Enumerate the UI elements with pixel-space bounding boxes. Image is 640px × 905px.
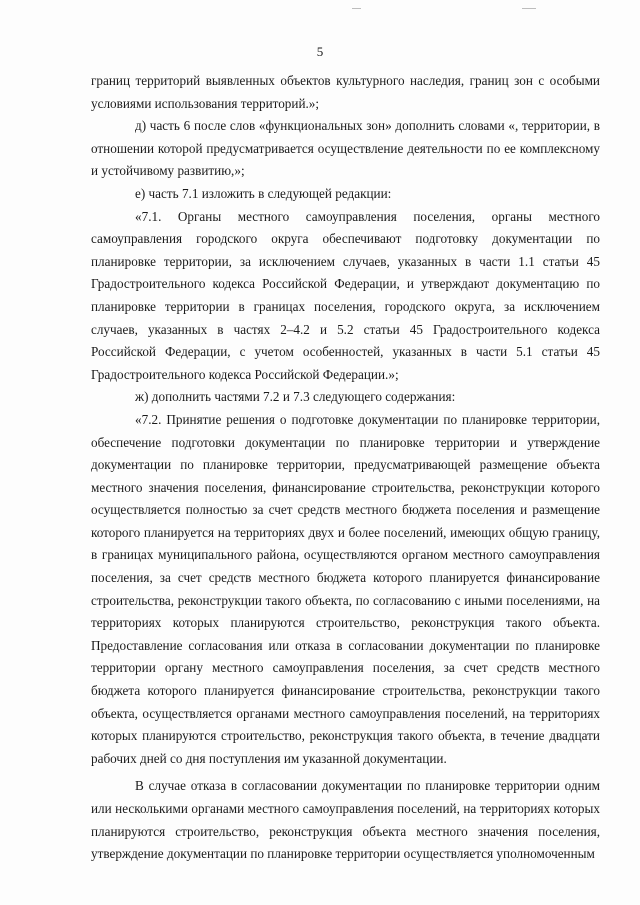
paragraph: д) часть 6 после слов «функциональных зон» дополнить словами «, территории, в отношении которой предусматривается осуществление деятельности по ее комплексному и устойчивому развитию,»; [91, 118, 600, 179]
paragraph: «7.2. Принятие решения о подготовке документации по планировке территории, обеспечение подготовки документации по планировке территории и утверждение документации по планировке территории, предусматривающей размещение объекта местного значения поселения, финансирование строительства, реконструкции которого осуществляется полностью за счет средств местного бюджета поселения и размещение которого планируется на территориях двух и более поселений, имеющих общую границу, в границах муниципального района, осуществляются органом местного самоуправления поселения, за счет средств местного бюджета которого планируется финансирование строительства, реконструкции такого объекта, по согласованию с иными поселениями, на территориях которых планируются строительство, реконструкция такого объекта. Предоставление согласования или отказа в согласовании документации по планировке территории органу местного самоуправления поселения, за счет средств местного бюджета которого планируется финансирование строительства, реконструкции такого объекта, осуществляется органами местного самоуправления поселений, на территориях которых планируются строительство, реконструкция такого объекта, в течение двадцати рабочих дней со дня поступления им указанной документации. [91, 411, 600, 766]
paragraph: границ территорий выявленных объектов культурного наследия, границ зон с особыми условиями использования территорий.»; [91, 73, 600, 111]
paragraph: ж) дополнить частями 7.2 и 7.3 следующего содержания: [135, 389, 456, 405]
document-body [91, 70, 600, 866]
page-number: 5 [316, 44, 324, 59]
scan-artifact [352, 8, 361, 9]
scan-artifact [522, 8, 536, 9]
paragraph: е) часть 7.1 изложить в следующей редакции: [135, 185, 392, 201]
paragraph: «7.1. Органы местного самоуправления поселения, органы местного самоуправления городского округа обеспечивают подготовку документации по планировке территории, за исключением случаев, указанных в части 1.1 статьи 45 Градостроительного кодекса Российской Федерации, и утверждают документацию по планировке территории в границах поселения, городского округа, за исключением случаев, указанных в частях 2–4.2 и 5.2 статьи 45 Градостроительного кодекса Российской Федерации, с учетом особенностей, указанных в части 5.1 статьи 45 Градостроительного кодекса Российской Федерации.»; [91, 208, 600, 382]
paragraph: В случае отказа в согласовании документации по планировке территории одним или несколькими органами местного самоуправления поселений, на территориях которых планируются строительство, реконструкция объекта местного значения поселения, утверждение документации по планировке территории осуществляется уполномоченным [91, 778, 600, 862]
